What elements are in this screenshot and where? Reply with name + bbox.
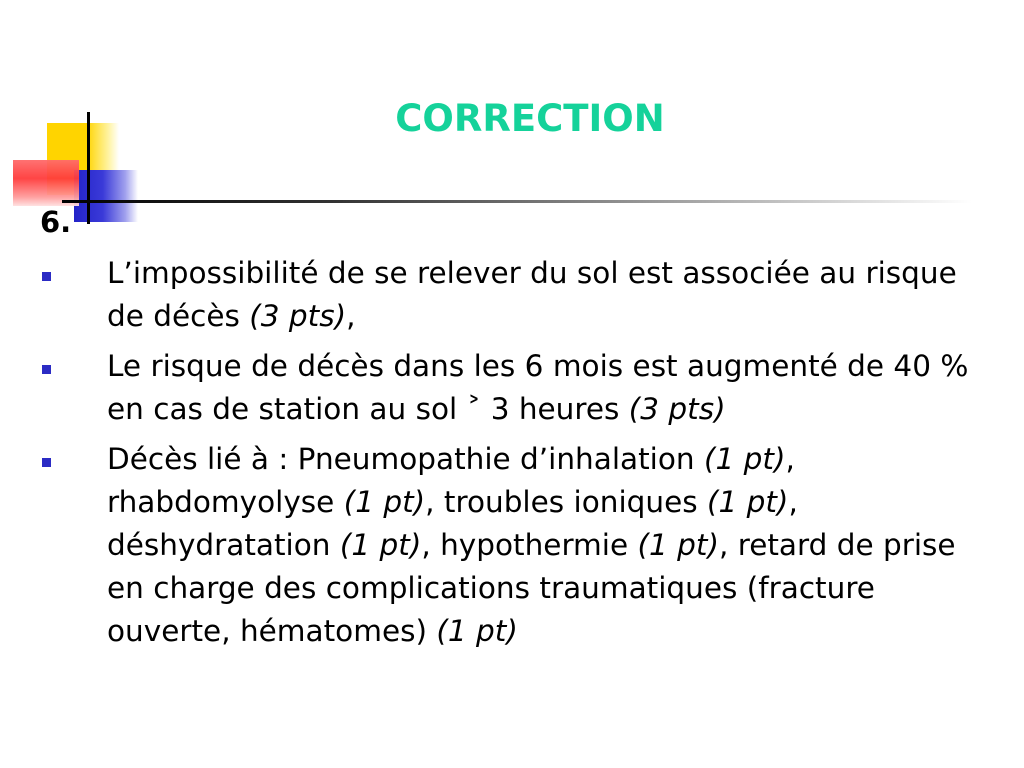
bullet-3-text-3: , troubles ioniques	[425, 485, 707, 519]
greater-than-symbol: ˃	[466, 392, 482, 426]
bullet-3-points-6: (1 pt)	[436, 614, 518, 648]
bullet-square-icon	[42, 272, 51, 281]
bullet-3-points-3: (1 pt)	[706, 485, 789, 519]
bullet-3-points-2: (1 pt)	[343, 485, 426, 519]
bullet-3-points-1: (1 pt)	[704, 442, 786, 476]
logo-vertical-line	[87, 112, 90, 224]
bullet-3-points-4: (1 pt)	[339, 528, 422, 562]
bullet-3-text-4: , déshydratation	[107, 485, 798, 562]
bullet-2-text-end: 3 heures	[481, 392, 629, 426]
bullet-square-icon	[42, 365, 51, 374]
bullet-item-2	[40, 345, 1000, 431]
bullet-list	[40, 252, 1000, 660]
slide-title: CORRECTION	[395, 97, 665, 140]
bullet-3-text-5: , hypothermie	[421, 528, 638, 562]
bullet-2-points: (3 pts)	[628, 392, 726, 426]
bullet-3-text-1: Décès lié à : Pneumopathie d’inhalation	[107, 442, 704, 476]
bullet-3-points-5: (1 pt)	[637, 528, 719, 562]
bullet-item-1	[40, 252, 1000, 338]
bullet-3-text-2: , rhabdomyolyse	[107, 442, 795, 519]
bullet-square-icon	[42, 458, 51, 467]
logo-blue-square	[74, 170, 138, 222]
bullet-1-text: L’impossibilité de se relever du sol est associée au risque de décès	[107, 256, 957, 333]
section-number: 6.	[40, 205, 72, 239]
bullet-item-3	[40, 438, 1000, 653]
bullet-2-text: Le risque de décès dans les 6 mois est augmenté de 40 % en cas de station au sol	[107, 349, 969, 426]
bullet-3-text-6: , retard de prise en charge des complications traumatiques (fracture ouverte, hématomes)	[107, 528, 956, 648]
title-underline	[62, 200, 972, 203]
bullet-1-text-end: ,	[346, 299, 356, 333]
bullet-1-points: (3 pts)	[249, 299, 347, 333]
